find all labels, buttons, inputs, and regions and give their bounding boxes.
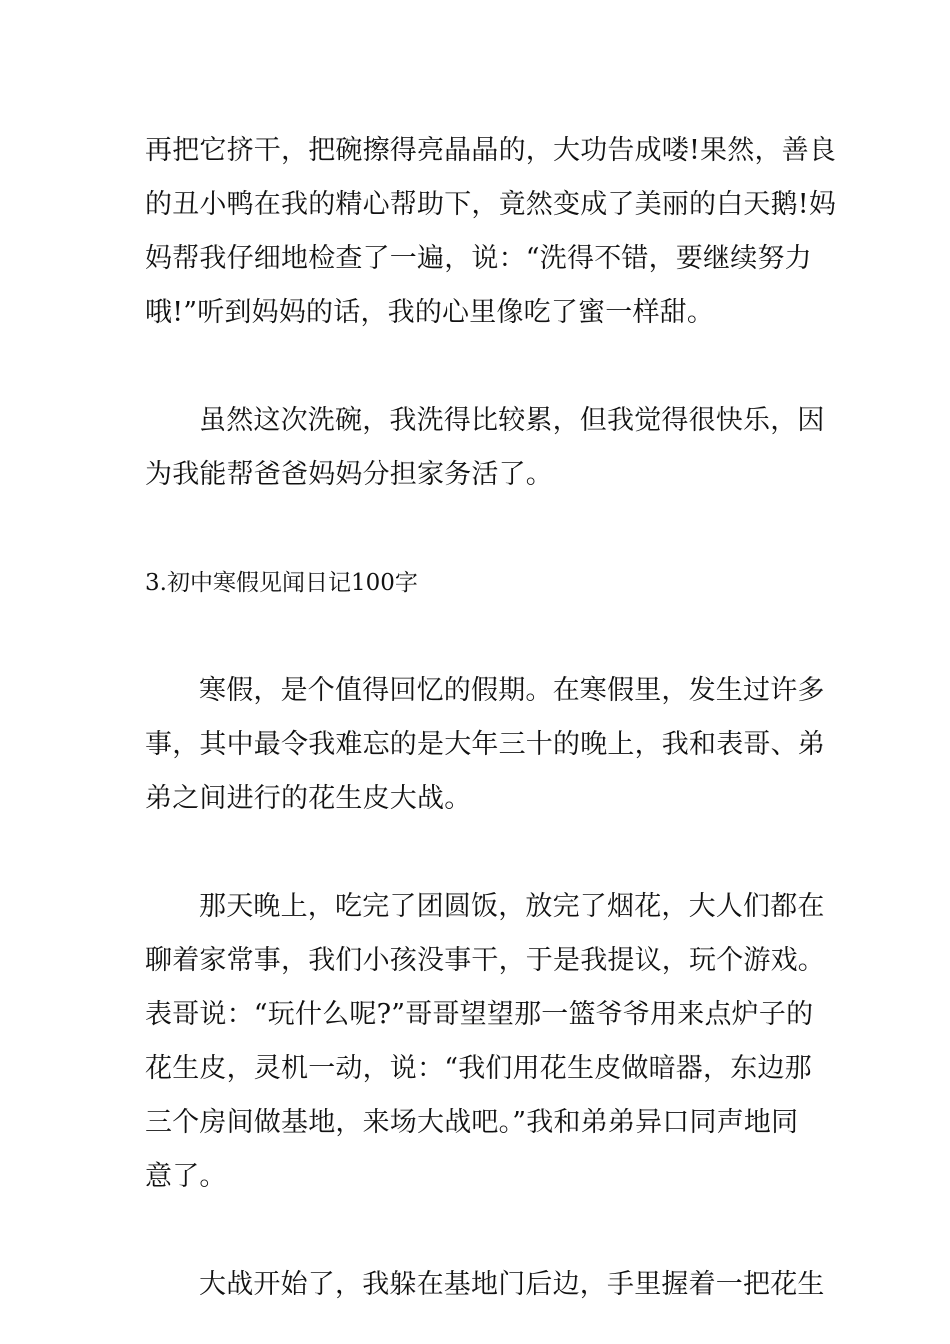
- paragraph-gap: [145, 826, 810, 880]
- text-line: 妈帮我仔细地检查了一遍，说：“洗得不错，要继续努力: [145, 243, 812, 274]
- paragraph-gap: [145, 1204, 810, 1258]
- paragraph-conclusion: [145, 394, 825, 502]
- text-line: 大战开始了，我躲在基地门后边，手里握着一把花生: [199, 1269, 825, 1300]
- text-line: 再把它挤干，把碗擦得亮晶晶的，大功告成喽!果然，善良: [145, 135, 837, 166]
- section-heading: 3.初中寒假见闻日记100字: [145, 570, 418, 596]
- text-line: 那天晚上，吃完了团圆饭，放完了烟花，大人们都在: [199, 891, 825, 922]
- text-line: 表哥说：“玩什么呢?”哥哥望望那一篮爷爷用来点炉子的: [145, 999, 814, 1030]
- text-line: 花生皮，灵机一动，说：“我们用花生皮做暗器，东边那: [145, 1053, 812, 1084]
- text-line: 虽然这次洗碗，我洗得比较累，但我觉得很快乐，因: [199, 405, 825, 436]
- text-line: 的丑小鸭在我的精心帮助下，竟然变成了美丽的白天鹅!妈: [145, 189, 837, 220]
- text-line: 弟之间进行的花生皮大战。: [145, 783, 472, 814]
- paragraph-winter-intro: [145, 664, 825, 826]
- paragraph-gap: [145, 502, 810, 556]
- text-line: 哦!”听到妈妈的话，我的心里像吃了蜜一样甜。: [145, 297, 715, 328]
- text-line: 聊着家常事，我们小孩没事干，于是我提议，玩个游戏。: [145, 945, 825, 976]
- paragraph-battle-start: [145, 1258, 825, 1312]
- paragraph-gap: [145, 340, 810, 394]
- text-line: 寒假，是个值得回忆的假期。在寒假里，发生过许多: [199, 675, 825, 706]
- paragraph-gap: [145, 610, 810, 664]
- text-line: 意了。: [145, 1161, 227, 1192]
- text-line: 三个房间做基地，来场大战吧。”我和弟弟异口同声地同: [145, 1107, 799, 1138]
- text-line: 事，其中最令我难忘的是大年三十的晚上，我和表哥、弟: [145, 729, 825, 760]
- paragraph-that-night: [145, 880, 825, 1204]
- paragraph-dishwashing-end: [145, 124, 837, 340]
- text-line: 为我能帮爸爸妈妈分担家务活了。: [145, 459, 553, 490]
